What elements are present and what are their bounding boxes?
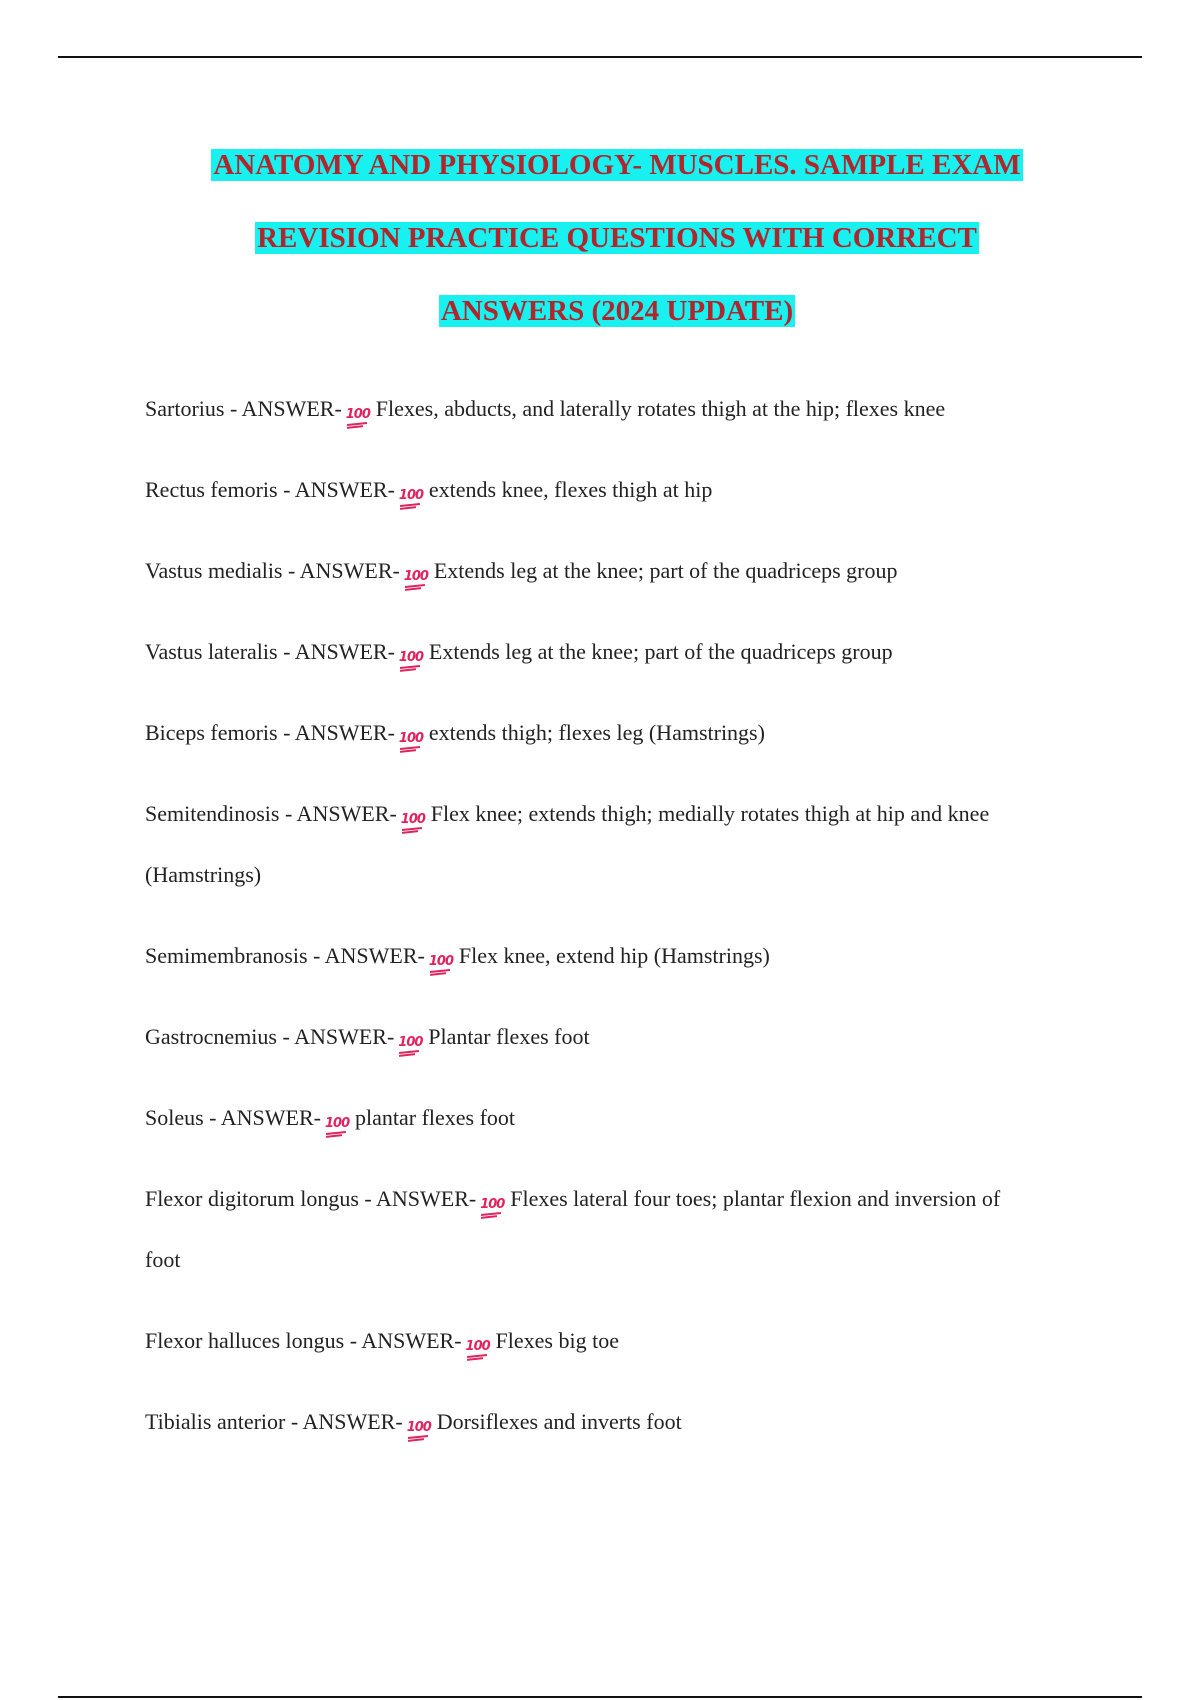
qa-item: [145, 621, 1095, 682]
header-rule: [58, 56, 1142, 58]
hundred-points-icon: 100: [399, 488, 423, 508]
question-term: Gastrocnemius - ANSWER-: [145, 1024, 395, 1049]
qa-item: [145, 925, 1095, 986]
question-term: Tibialis anterior - ANSWER-: [145, 1409, 403, 1434]
answer-continuation: (Hamstrings): [145, 862, 262, 887]
qa-item: [145, 1310, 1095, 1371]
answer-text: Flexes lateral four toes; plantar flexion and inversion of: [510, 1186, 1001, 1211]
qa-item: [145, 459, 1095, 520]
question-term: Vastus medialis - ANSWER-: [145, 558, 400, 583]
question-term: Biceps femoris - ANSWER-: [145, 720, 395, 745]
answer-text: Flex knee, extend hip (Hamstrings): [458, 943, 770, 968]
answer-text: plantar flexes foot: [355, 1105, 516, 1130]
question-term: Semitendinosis - ANSWER-: [145, 801, 397, 826]
hundred-points-icon: 100: [404, 569, 428, 589]
question-term: Flexor digitorum longus - ANSWER-: [145, 1186, 477, 1211]
answer-text: Plantar flexes foot: [428, 1024, 590, 1049]
hundred-points-icon: 100: [480, 1197, 504, 1217]
qa-item: [145, 1391, 1095, 1452]
hundred-points-icon: 100: [429, 954, 453, 974]
hundred-points-icon: 100: [407, 1420, 431, 1440]
answer-text: Extends leg at the knee; part of the quadriceps group: [433, 558, 898, 583]
answer-text: Flexes big toe: [495, 1328, 619, 1353]
question-term: Soleus - ANSWER-: [145, 1105, 321, 1130]
qa-item: [145, 378, 1095, 439]
qa-item: [145, 1168, 1095, 1290]
title-line-text: ANSWERS (2024 UPDATE): [440, 295, 794, 327]
qa-item: [145, 783, 1095, 905]
qa-item: [145, 540, 1095, 601]
answer-text: Extends leg at the knee; part of the quadriceps group: [428, 639, 893, 664]
hundred-points-icon: 100: [399, 650, 423, 670]
title-line: [120, 213, 1114, 286]
question-answer-list: [145, 378, 1095, 1472]
question-term: Semimembranosis - ANSWER-: [145, 943, 425, 968]
hundred-points-icon: 100: [346, 407, 370, 427]
question-term: Sartorius - ANSWER-: [145, 396, 342, 421]
title-line: [120, 286, 1114, 359]
hundred-points-icon: 100: [399, 731, 423, 751]
question-term: Rectus femoris - ANSWER-: [145, 477, 395, 502]
answer-text: Dorsiflexes and inverts foot: [436, 1409, 682, 1434]
footer-rule: [58, 1696, 1142, 1698]
hundred-points-icon: 100: [398, 1035, 422, 1055]
question-term: Flexor halluces longus - ANSWER-: [145, 1328, 462, 1353]
hundred-points-icon: 100: [325, 1116, 349, 1136]
question-term: Vastus lateralis - ANSWER-: [145, 639, 395, 664]
qa-item: [145, 1087, 1095, 1148]
qa-item: [145, 1006, 1095, 1067]
hundred-points-icon: 100: [401, 812, 425, 832]
title-line-text: ANATOMY AND PHYSIOLOGY- MUSCLES. SAMPLE EXAM: [213, 149, 1021, 181]
document-title: [120, 140, 1114, 359]
title-line: [120, 140, 1114, 213]
qa-item: [145, 702, 1095, 763]
answer-text: extends knee, flexes thigh at hip: [428, 477, 713, 502]
answer-text: extends thigh; flexes leg (Hamstrings): [428, 720, 765, 745]
hundred-points-icon: 100: [466, 1339, 490, 1359]
title-line-text: REVISION PRACTICE QUESTIONS WITH CORRECT: [257, 222, 977, 254]
answer-text: Flexes, abducts, and laterally rotates thigh at the hip; flexes knee: [375, 396, 946, 421]
answer-text: Flex knee; extends thigh; medially rotates thigh at hip and knee: [430, 801, 990, 826]
answer-continuation: foot: [145, 1247, 181, 1272]
